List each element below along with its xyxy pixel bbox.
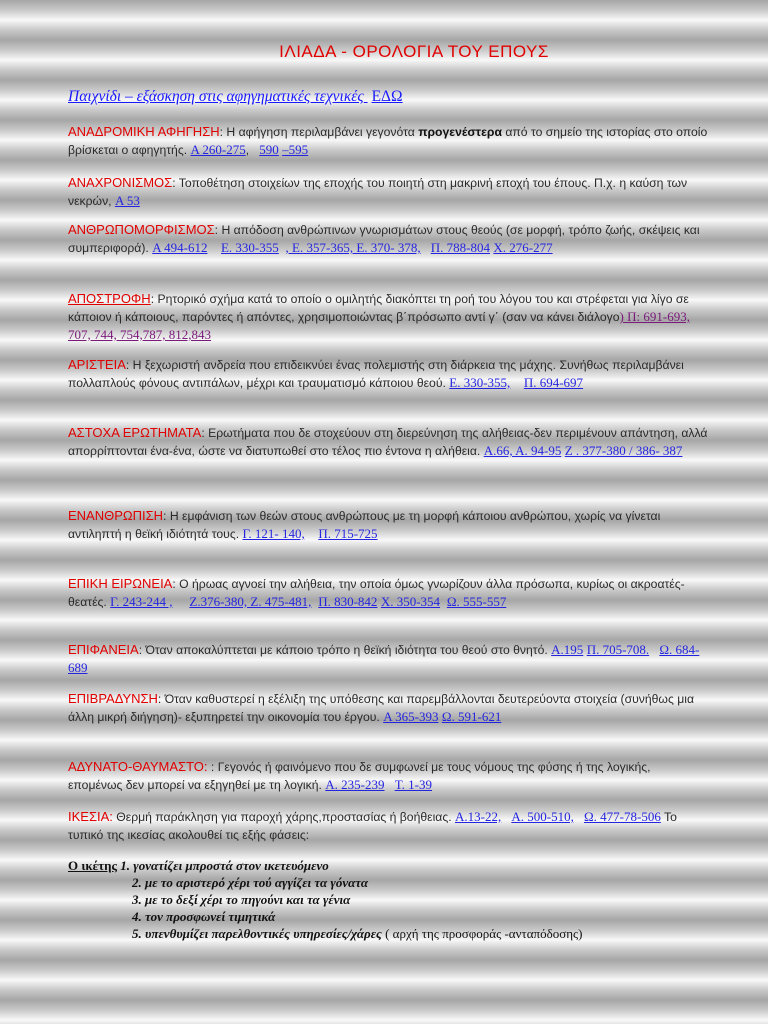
ref-link[interactable]: Ε. 330-355, — [449, 375, 511, 390]
step-4: 4. τον προσφωνεί τιμητικά — [132, 909, 276, 924]
entry-apostrofi — [68, 290, 708, 344]
step-2: 2. με το αριστερό χέρι τού αγγίζει τα γόνατα — [132, 875, 369, 890]
step-1: 1. γονατίζει μπροστά στον ικετευόμενο — [117, 858, 329, 873]
term-label: ΕΠΙΦΑΝΕΙΑ — [68, 642, 139, 657]
entry-ikesia — [68, 808, 708, 844]
term-label: ΑΝΑΔΡΟΜΙΚΗ ΑΦΗΓΗΣΗ — [68, 124, 220, 139]
entry-anachronismos — [68, 174, 708, 210]
ref-link[interactable]: Α. 500-510, — [511, 809, 574, 824]
entry-text: : Τοποθέτηση στοιχείων της εποχής του ποιητή στη μακρινή εποχή του έπους. Π.χ. η καύση των νεκρών, — [68, 176, 688, 208]
game-link[interactable]: ΕΔΩ — [371, 88, 403, 105]
ref-link[interactable]: Ζ.376-380, Ζ. 475-481, — [189, 594, 312, 609]
term-label: ΕΠΙΒΡΑΔΥΝΣΗ — [68, 691, 158, 706]
ref-link[interactable]: Α 494-612 — [152, 240, 208, 255]
ref-link[interactable]: Γ. 121- 140, — [242, 526, 305, 541]
term-label: ΑΝΘΡΩΠΟΜΟΡΦΙΣΜΟΣ — [68, 222, 215, 237]
entry-text: : Ρητορικό σχήμα κατά το οποίο ο ομιλητής διακόπτει τη ροή του λόγου του και στρέφεται για λίγο σε κάποιον ή κάποιους, παρόντες ή απόντες, χρησιμοποιώντας β΄πρόσωπο αντί γ΄ (σαν να κάνει διάλογο — [68, 292, 689, 324]
entry-aristeia — [68, 356, 708, 392]
ref-link[interactable]: Γ. 243-244 , — [110, 594, 173, 609]
ref-link[interactable]: Ω. 555-557 — [446, 594, 507, 609]
ref-link[interactable]: –595 — [282, 142, 309, 157]
entry-bold: προγενέστερα — [418, 125, 502, 139]
ref-link[interactable]: Ε. 330-355 — [220, 240, 279, 255]
ref-link[interactable]: Α 260-275 — [190, 142, 246, 157]
ref-link[interactable]: Ω. 591-621 — [441, 709, 502, 724]
ref-link[interactable]: Χ. 350-354 — [380, 594, 441, 609]
ref-link[interactable]: Ω. 684-689 — [68, 642, 700, 675]
entry-epiki-eironeia — [68, 575, 708, 611]
step-3: 3. με το δεξί χέρι το πηγούνι και τα γένια — [132, 892, 351, 907]
ikesia-steps — [68, 857, 728, 942]
game-line — [68, 88, 403, 106]
term-label: ΑΡΙΣΤΕΙΑ — [68, 357, 126, 372]
term-label: ΑΣΤΟΧΑ ΕΡΩΤΗΜΑΤΑ — [68, 425, 202, 440]
ref-link[interactable]: Π. 788-804 — [430, 240, 490, 255]
entry-text: : Η απόδοση ανθρώπινων γνωρισμάτων στους θεούς (σε μορφή, τρόπο ζωής, σκέψεις και συμπεριφορά). — [68, 223, 700, 255]
step-5-note: ( αρχή της προσφοράς -ανταπόδοσης) — [381, 926, 583, 941]
entry-text: : Η εμφάνιση των θεών στους ανθρώπους με τη μορφή κάποιου ανθρώπου, χωρίς να γίνεται αντιληπτή η θεϊκή ιδιότητά τους. — [68, 509, 661, 541]
ref-link[interactable]: Ω. 477-78-506 — [584, 809, 661, 824]
entry-astocha-erotimata — [68, 424, 708, 460]
ref-link[interactable]: Α 53 — [114, 193, 140, 208]
entry-adynato-thaymasto — [68, 758, 708, 794]
entry-text: : Γεγονός ή φαινόμενο που δε συμφωνεί με τους νόμους της φύσης ή της λογικής, επομένως δεν μπορεί να εξηγηθεί με τη λογική. — [68, 760, 651, 792]
entry-text: : Όταν αποκαλύπτεται με κάποιο τρόπο η θεϊκή ιδιότητα του θεού στο θνητό. — [138, 643, 552, 657]
ref-link[interactable]: Π. 694-697 — [523, 375, 584, 390]
entry-text: Θερμή παράκληση για παροχή χάρης,προστασίας ή βοήθειας. — [112, 810, 455, 824]
entry-anthropomorfismos — [68, 221, 708, 257]
ref-link[interactable]: , Ε. 357-365, Ε. 370- 378, — [285, 240, 421, 255]
step-row-1 — [68, 857, 728, 874]
term-label: ΕΝΑΝΘΡΩΠΙΣΗ — [68, 508, 164, 523]
ref-link[interactable]: 590 — [259, 142, 279, 157]
term-label: ΕΠΙΚΗ ΕΙΡΩΝΕΙΑ — [68, 576, 173, 591]
steps-lead: Ο ικέτης — [68, 858, 118, 873]
term-label: ΑΠΟΣΤΡΟΦΗ — [68, 291, 151, 306]
term-label: ΑΔΥΝΑΤΟ-ΘΑΥΜΑΣΤΟ: — [68, 759, 208, 774]
entry-enanthropisi — [68, 507, 708, 543]
term-label: ΙΚΕΣΙΑ: — [68, 809, 113, 824]
step-5: 5. υπενθυμίζει παρελθοντικές υπηρεσίες/χάρες — [132, 926, 382, 941]
ref-link[interactable]: Π. 715-725 — [318, 526, 378, 541]
step-row-2 — [68, 874, 728, 891]
step-row-3 — [68, 891, 728, 908]
ref-link[interactable]: Χ. 276-277 — [493, 240, 553, 255]
ref-link[interactable]: Α 365-393 — [383, 709, 439, 724]
ref-link[interactable]: Π. 830-842 — [318, 594, 378, 609]
entry-text-2: Το τυπικό της ικεσίας ακολουθεί τις εξής φάσεις: — [68, 810, 677, 842]
page-title: ΙΛΙΑΔΑ - ΟΡΟΛΟΓΙΑ ΤΟΥ ΕΠΟΥΣ — [279, 42, 549, 61]
entry-epifaneia — [68, 641, 708, 677]
entry-text: : Ο ήρωας αγνοεί την αλήθεια, την οποία όμως γνωρίζουν άλλα πρόσωπα, κυρίως οι ακροατές- θεατές. — [68, 577, 685, 609]
entry-text: : Η αφήγηση περιλαμβάνει γεγονότα — [219, 125, 419, 139]
entry-epivradynsi — [68, 690, 708, 726]
ref-link[interactable]: Τ. 1-39 — [394, 777, 432, 792]
entry-text: : Ερωτήματα που δε στοχεύουν στη διερεύνηση της αλήθειας-δεν περιμένουν απάντηση, αλλά απορρίπτονται ένα-ένα, ώστε να διατυπωθεί στο τέλος πιο έντονα η αλήθεια. — [68, 426, 708, 458]
ref-link[interactable]: Α.66, Α. 94-95 — [483, 443, 562, 458]
entry-text: : Η ξεχωριστή ανδρεία που επιδεικνύει ένας πολεμιστής στη διάρκεια της μάχης. Συνήθως περιλαμβάνει πολλαπλούς φόνους αντιπάλων, μέχρι και τραυματισμό κάποιου θεού. — [68, 358, 684, 390]
ref-link[interactable]: ) Π: 691-693, 707, 744, 754,787, 812,843 — [68, 309, 690, 342]
ref-link[interactable]: Α. 235-239 — [325, 777, 385, 792]
step-row-4 — [68, 908, 728, 925]
entry-text-2: από το σημείο της ιστορίας στο οποίο βρίσκεται ο αφηγητής. — [68, 125, 708, 157]
step-row-5 — [68, 925, 728, 942]
game-text: Παιχνίδι – εξάσκηση στις αφηγηματικές τεχνικές — [68, 88, 364, 105]
ref-link[interactable]: Α.195 — [551, 642, 584, 657]
term-label: ΑΝΑΧΡΟΝΙΣΜΟΣ — [68, 175, 173, 190]
ref-link[interactable]: Π. 705-708. — [586, 642, 650, 657]
entry-anadromiki: ΑΝΑΔΡΟΜΙΚΗ ΑΦΗΓΗΣΗ: Η αφήγηση περιλαμβάνει γεγονότα προγενέστερα από το σημείο της ιστορίας στο οποίο βρίσκεται ο αφηγητής. Α 260-275, 590 –595 — [68, 124, 708, 157]
ref-link[interactable]: Α.13-22, — [454, 809, 502, 824]
entry-text: : Όταν καθυστερεί η εξέλιξη της υπόθεσης και παρεμβάλλονται δευτερεύοντα στοιχεία (συνήθως μια άλλη μικρή διήγηση)- εξυπηρετεί την οικονομία του έργου. — [68, 692, 694, 724]
ref-link[interactable]: Ζ . 377-380 / 386- 387 — [564, 443, 683, 458]
